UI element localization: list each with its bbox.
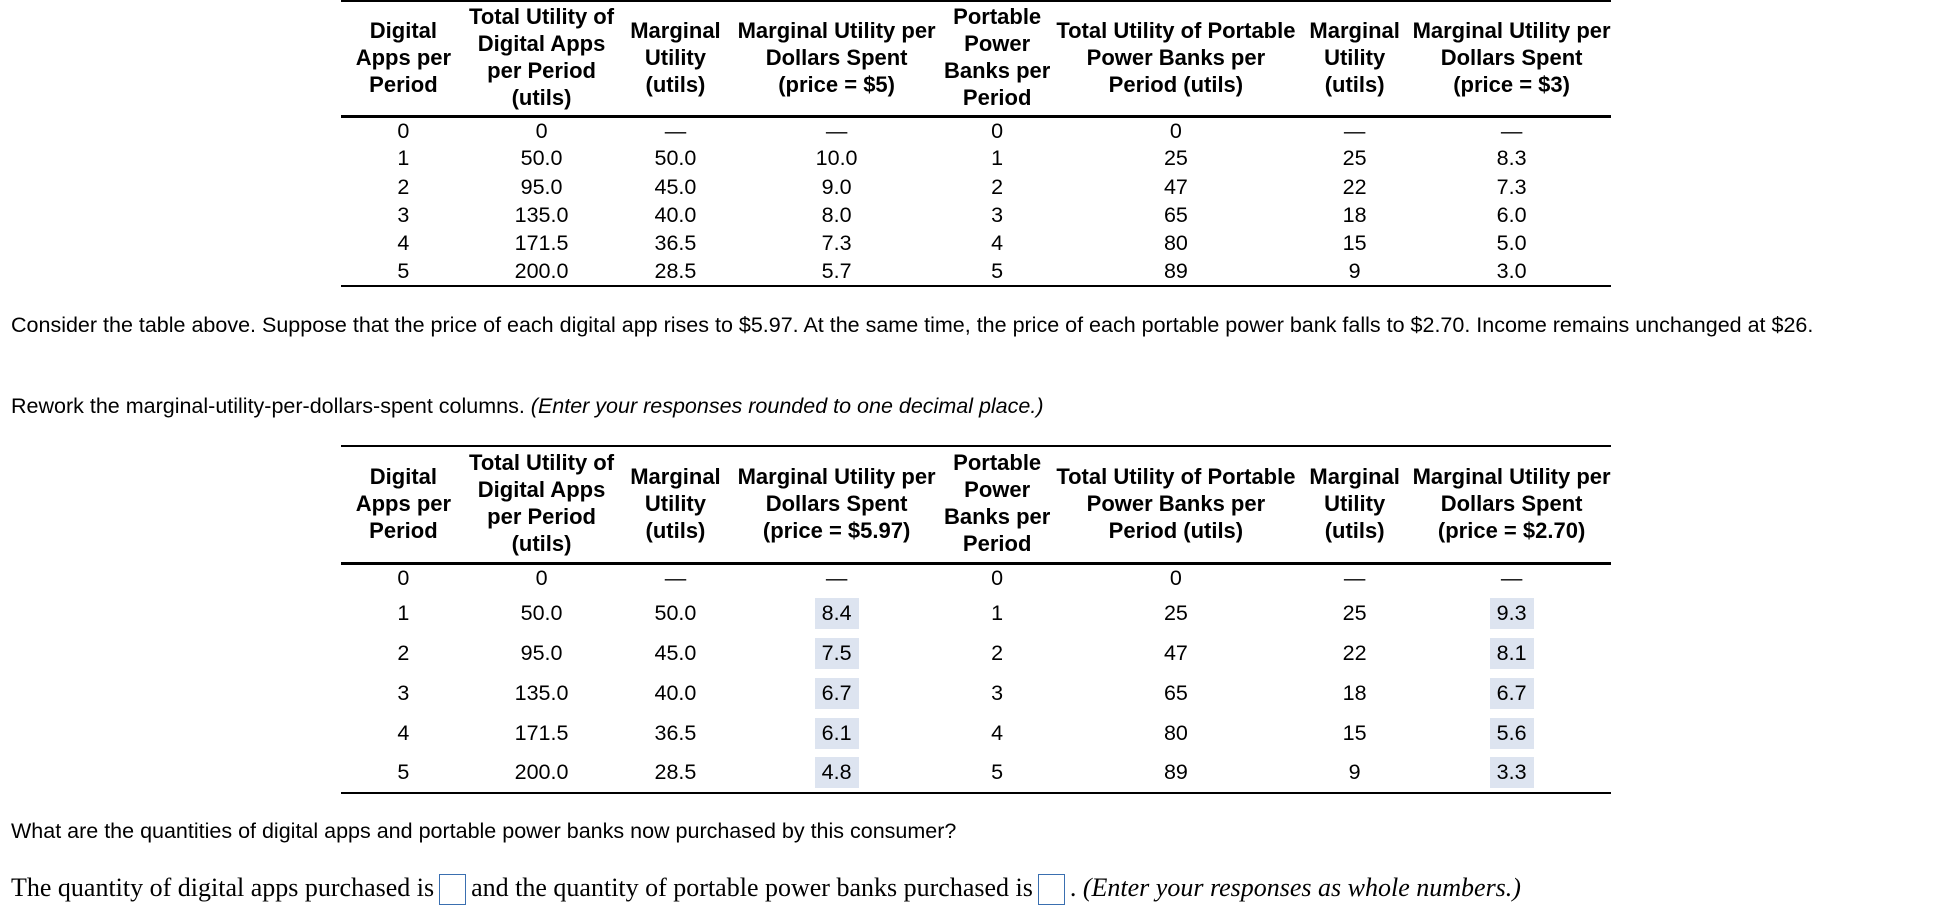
table-cell	[734, 753, 940, 793]
header-power-banks-per-period: Portable Power Banks per Period	[940, 446, 1055, 563]
table-cell: 3	[397, 202, 410, 227]
table-cell: 0	[1169, 566, 1182, 591]
header-power-banks-per-period: Portable Power Banks per Period	[940, 1, 1055, 116]
instruction-text: Rework the marginal-utility-per-dollars-spent columns.	[11, 394, 525, 418]
header-digital-apps-per-period: Digital Apps per Period	[341, 446, 466, 563]
table-row	[341, 753, 1611, 793]
answer-field[interactable]: 7.5	[815, 638, 859, 669]
table-cell: 8.3	[1496, 146, 1527, 171]
table-cell: 4	[991, 720, 1004, 745]
table-cell: 9.0	[821, 174, 852, 199]
table-cell: 5	[397, 760, 410, 784]
table-cell: 10.0	[815, 146, 858, 171]
table-cell: 135.0	[514, 202, 569, 227]
table-row	[341, 713, 1611, 753]
table-cell: 6.0	[1496, 202, 1527, 227]
header-marginal-utility-banks: Marginal Utility (utils)	[1297, 1, 1412, 116]
table-row	[341, 145, 1611, 173]
table-row	[341, 116, 1611, 145]
header-mu-per-dollar-banks: Marginal Utility per Dollars Spent (price = $2.70)	[1412, 446, 1611, 563]
table-row	[341, 673, 1611, 713]
table-cell	[734, 713, 940, 753]
table-cell: 0	[991, 118, 1004, 143]
table-cell: 40.0	[654, 680, 697, 705]
table-cell: 50.0	[520, 146, 563, 171]
header-total-utility-banks: Total Utility of Portable Power Banks per Period (utils)	[1055, 446, 1297, 563]
answer-field[interactable]: 6.7	[1490, 678, 1534, 709]
table-cell: 47	[1163, 174, 1188, 199]
table-row	[341, 593, 1611, 633]
table-cell	[1412, 753, 1611, 793]
table-cell: 9	[1348, 760, 1361, 784]
table-cell: 9	[1348, 259, 1361, 284]
table-cell: 80	[1163, 720, 1188, 745]
header-digital-apps-per-period: Digital Apps per Period	[341, 1, 466, 116]
table-cell: 5.7	[821, 259, 852, 284]
table-cell: 5	[991, 259, 1004, 284]
table-cell: 200.0	[514, 259, 569, 284]
table-cell: 89	[1163, 259, 1188, 284]
table-header-row	[341, 446, 1611, 563]
table-cell: 1	[397, 600, 410, 625]
table-cell: 2	[991, 174, 1004, 199]
table-cell: 25	[1163, 600, 1188, 625]
table-cell: 4	[397, 720, 410, 745]
table-cell: 7.3	[821, 231, 852, 256]
table-cell: 1	[991, 146, 1004, 171]
header-mu-per-dollar-banks: Marginal Utility per Dollars Spent (price = $3)	[1412, 1, 1611, 116]
table-row	[341, 201, 1611, 229]
answer-field[interactable]: 5.6	[1490, 718, 1534, 749]
header-marginal-utility-apps: Marginal Utility (utils)	[617, 1, 733, 116]
table-cell	[1412, 593, 1611, 633]
table-cell: 25	[1342, 600, 1367, 625]
table-cell: 200.0	[514, 760, 569, 784]
table-cell: 1	[991, 600, 1004, 625]
digital-apps-quantity-input[interactable]	[439, 874, 466, 905]
table-cell: —	[825, 566, 848, 591]
table-cell: 3	[991, 680, 1004, 705]
table-cell: 65	[1163, 202, 1188, 227]
table-cell: 25	[1163, 146, 1188, 171]
table-cell: 2	[991, 640, 1004, 665]
table-cell: 45.0	[654, 640, 697, 665]
table-row	[341, 563, 1611, 593]
table-cell: 0	[535, 566, 548, 591]
table-cell: 0	[991, 566, 1004, 591]
table-cell: 50.0	[654, 600, 697, 625]
table-cell: —	[1500, 566, 1523, 591]
table-cell: 18	[1342, 202, 1367, 227]
table-cell	[734, 633, 940, 673]
table-cell	[1412, 633, 1611, 673]
table-cell: 36.5	[654, 720, 697, 745]
table-cell: 5	[991, 760, 1004, 784]
table-cell: —	[664, 118, 687, 143]
answer-field[interactable]: 8.1	[1490, 638, 1534, 669]
table-cell: —	[664, 566, 687, 591]
header-total-utility-apps: Total Utility of Digital Apps per Period (utils)	[466, 446, 617, 563]
table-cell: 45.0	[654, 174, 697, 199]
table-cell: 7.3	[1496, 174, 1527, 199]
instruction-note: (Enter your responses rounded to one decimal place.)	[530, 394, 1044, 418]
table-cell: 5.0	[1496, 231, 1527, 256]
table-cell: 80	[1163, 231, 1188, 256]
answer-field[interactable]: 9.3	[1490, 598, 1534, 629]
table-cell: —	[1500, 118, 1523, 143]
power-banks-quantity-input[interactable]	[1038, 874, 1065, 905]
table-cell: 3.0	[1496, 259, 1527, 284]
table-cell: 0	[397, 566, 410, 591]
table-cell: 3	[991, 202, 1004, 227]
table-cell: 135.0	[514, 680, 569, 705]
answer-field[interactable]: 6.7	[815, 678, 859, 709]
table-cell: 171.5	[514, 231, 569, 256]
header-marginal-utility-banks: Marginal Utility (utils)	[1297, 446, 1412, 563]
instruction	[11, 393, 1044, 420]
table-cell: —	[825, 118, 848, 143]
table-cell: 36.5	[654, 231, 697, 256]
table-cell: 22	[1342, 640, 1367, 665]
table-cell: 15	[1342, 720, 1367, 745]
table-cell	[734, 593, 940, 633]
table-cell: 95.0	[520, 640, 563, 665]
answer-text-part2: and the quantity of portable power banks purchased is	[471, 873, 1033, 902]
table-cell: 0	[535, 118, 548, 143]
answer-text-part1: The quantity of digital apps purchased is	[11, 873, 435, 902]
answer-note: (Enter your responses as whole numbers.)	[1082, 873, 1521, 902]
header-mu-per-dollar-apps: Marginal Utility per Dollars Spent (price = $5.97)	[734, 446, 940, 563]
table-row	[341, 633, 1611, 673]
table-cell: 2	[397, 174, 410, 199]
table-cell: 89	[1163, 760, 1188, 784]
table-cell: 0	[397, 118, 410, 143]
table-cell: 4	[397, 231, 410, 256]
table-row	[341, 230, 1611, 258]
answer-field[interactable]: 8.4	[815, 598, 859, 629]
table-cell: 2	[397, 640, 410, 665]
table-cell: 28.5	[654, 259, 697, 284]
table-cell: 28.5	[654, 760, 697, 784]
table-cell: 40.0	[654, 202, 697, 227]
answer-field[interactable]: 4.8	[815, 757, 859, 788]
table-cell	[734, 673, 940, 713]
table-cell: —	[1343, 118, 1366, 143]
table-cell	[1412, 713, 1611, 753]
header-marginal-utility-apps: Marginal Utility (utils)	[617, 446, 733, 563]
utility-table-reworked	[341, 445, 1611, 794]
table-cell: 47	[1163, 640, 1188, 665]
answer-text-part3: .	[1069, 873, 1077, 902]
table-header-row	[341, 1, 1611, 116]
question-text: What are the quantities of digital apps and portable power banks now purchased by this consumer?	[11, 819, 957, 843]
table-cell: 15	[1342, 231, 1367, 256]
table-row	[341, 258, 1611, 286]
table-cell: 171.5	[514, 720, 569, 745]
table-cell: 0	[1169, 118, 1182, 143]
table-cell: 95.0	[520, 174, 563, 199]
table-cell: 25	[1342, 146, 1367, 171]
table-cell: 18	[1342, 680, 1367, 705]
header-total-utility-apps: Total Utility of Digital Apps per Period (utils)	[466, 1, 617, 116]
table-cell: 50.0	[520, 600, 563, 625]
utility-table-original	[341, 0, 1611, 287]
problem-statement: Consider the table above. Suppose that the price of each digital app rises to $5.97. At the same time, the price of each portable power bank falls to $2.70. Income remains unchanged at $26.	[11, 313, 1814, 337]
answer-field[interactable]: 3.3	[1490, 757, 1534, 788]
table-cell: 1	[397, 146, 410, 171]
table-cell: 5	[397, 259, 410, 284]
table-cell: 65	[1163, 680, 1188, 705]
table-cell	[1412, 673, 1611, 713]
header-mu-per-dollar-apps: Marginal Utility per Dollars Spent (price = $5)	[734, 1, 940, 116]
table-cell: 50.0	[654, 146, 697, 171]
table-cell: 22	[1342, 174, 1367, 199]
answer-field[interactable]: 6.1	[815, 718, 859, 749]
table-row	[341, 173, 1611, 201]
table-cell: 8.0	[821, 202, 852, 227]
header-total-utility-banks: Total Utility of Portable Power Banks per Period (utils)	[1055, 1, 1297, 116]
table-cell: 3	[397, 680, 410, 705]
table-cell: —	[1343, 566, 1366, 591]
table-cell: 4	[991, 231, 1004, 256]
answer-line	[11, 872, 1521, 905]
